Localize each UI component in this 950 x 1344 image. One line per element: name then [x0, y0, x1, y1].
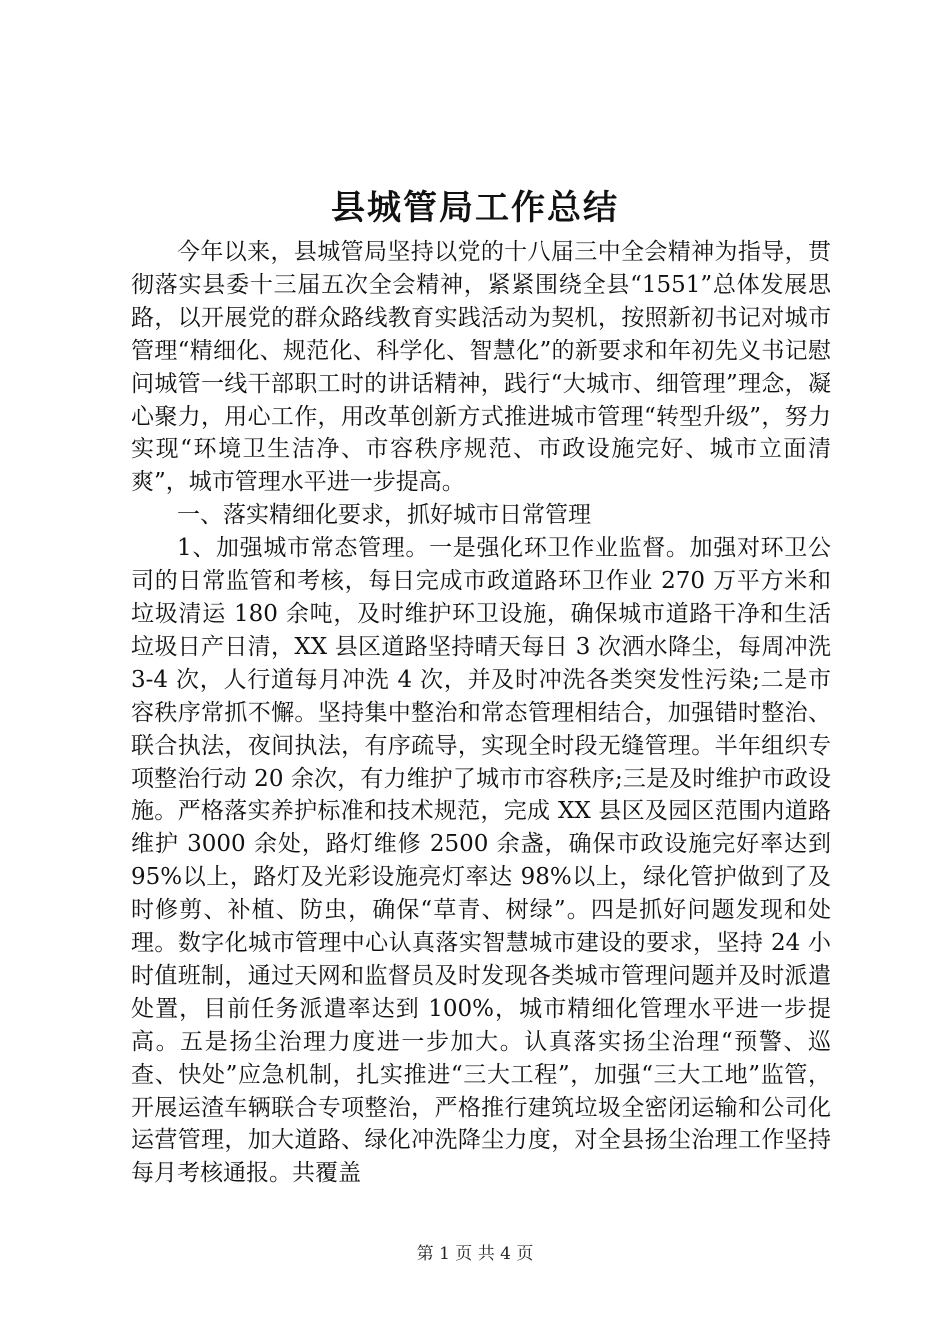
document-title: 县城管局工作总结: [331, 188, 619, 228]
paragraph-item-1: 1、加强城市常态管理。一是强化环卫作业监督。加强对环卫公司的日常监管和考核，每日完成市政道路环卫作业 270 万平方米和垃圾清运 180 余吨，及时维护环卫设施，确保城市道路干净和生活垃圾日产日清，XX 县区道路坚持晴天每日 3 次洒水降尘，每周冲洗 3-4 次，人行道每月冲洗 4 次，并及时冲洗各类突发性污染;二是市容秩序常抓不懈。坚持集中整治和常态管理相结合，加强错时整治、联合执法，夜间执法，有序疏导，实现全时段无缝管理。半年组织专项整治行动 20 余次，有力维护了城市市容秩序;三是及时维护市政设施。严格落实养护标准和技术规范，完成 XX 县区及园区范围内道路维护 3000 余处，路灯维修 2500 余盏，确保市政设施完好率达到 95%以上，路灯及光彩设施亮灯率达 98%以上，绿化管护做到了及时修剪、补植、防虫，确保“草青、树绿”。四是抓好问题发现和处理。数字化城市管理中心认真落实智慧城市建设的要求，坚持 24 小时值班制，通过天网和监督员及时发现各类城市管理问题并及时派遣处置，目前任务派遣率达到 100%，城市精细化管理水平进一步提高。五是扬尘治理力度进一步加大。认真落实扬尘治理“预警、巡查、快处”应急机制，扎实推进“三大工程”，加强“三大工地”监管，开展运渣车辆联合专项整治，严格推行建筑垃圾全密闭运输和公司化运营管理，加大道路、绿化冲洗降尘力度，对全县扬尘治理工作坚持每月考核通报。共覆盖: [131, 535, 831, 1187]
paragraph-intro: 今年以来，县城管局坚持以党的十八届三中全会精神为指导，贯彻落实县委十三届五次全会精神，紧紧围绕全县“1551”总体发展思路，以开展党的群众路线教育实践活动为契机，按照新初书记对城市管理“精细化、规范化、科学化、智慧化”的新要求和年初先义书记慰问城管一线干部职工时的讲话精神，践行“大城市、细管理”理念，凝心聚力，用心工作，用改革创新方式推进城市管理“转型升级”，努力实现“环境卫生洁净、市容秩序规范、市政设施完好、城市立面清爽”，城市管理水平进一步提高。: [131, 239, 831, 496]
page-number-footer: 第 1 页 共 4 页: [416, 1244, 534, 1264]
section-heading: 一、落实精细化要求，抓好城市日常管理: [177, 502, 591, 529]
document-body: [131, 236, 831, 1190]
